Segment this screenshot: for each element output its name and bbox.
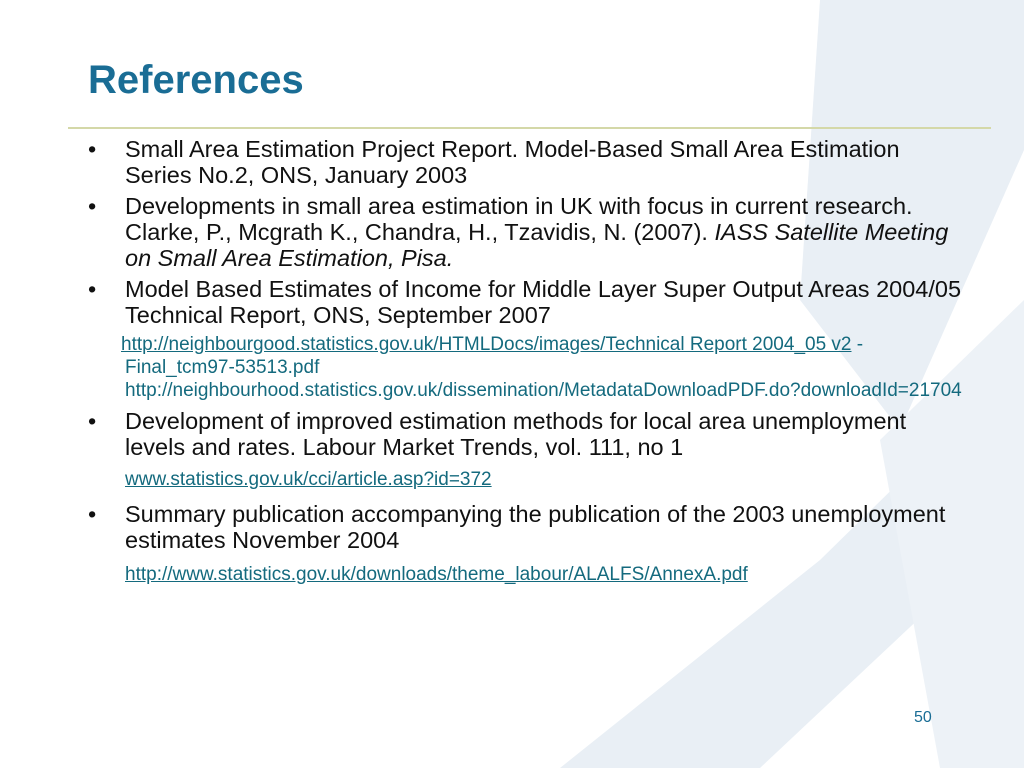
bullet-marker: • — [88, 276, 97, 302]
reference-links-summary — [88, 563, 968, 586]
page-title: References — [88, 58, 304, 102]
reference-text: Developments in small area estimation in UK with focus in current research. Clarke, P., Mcgrath K., Chandra, H., Tzavidis, N. (2007). — [125, 193, 913, 245]
reference-italic-source: IASS Satellite Meeting on Small Area Estimation, Pisa. — [125, 219, 949, 271]
income-link-line — [121, 333, 968, 379]
income-technical-report-link[interactable]: http://neighbourgood.statistics.gov.uk/HTMLDocs/images/Technical Report 2004_05 v2 — [121, 334, 852, 355]
reference-item — [88, 408, 968, 460]
bullet-marker: • — [88, 136, 97, 162]
title-divider — [68, 127, 991, 129]
reference-links-unemployment — [88, 468, 968, 491]
income-metadata-link[interactable]: http://neighbourhood.statistics.gov.uk/dissemination/MetadataDownloadPDF.do?downloadId=21704 — [125, 380, 962, 401]
reference-item — [88, 501, 968, 553]
page-number: 50 — [914, 709, 932, 726]
summary-annex-link[interactable]: http://www.statistics.gov.uk/downloads/theme_labour/ALALFS/AnnexA.pdf — [125, 564, 748, 585]
bullet-marker: • — [88, 193, 97, 219]
references-list — [88, 136, 968, 592]
bullet-marker: • — [88, 408, 97, 434]
reference-text: Model Based Estimates of Income for Middle Layer Super Output Areas 2004/05 Technical Report, ONS, September 2007 — [125, 276, 962, 328]
reference-links-income — [88, 333, 968, 402]
reference-text: Small Area Estimation Project Report. Model-Based Small Area Estimation Series No.2, ONS, January 2003 — [125, 136, 900, 188]
income-link-suffix: - Final_tcm97-53513.pdf — [125, 334, 864, 378]
bullet-marker: • — [88, 501, 97, 527]
reference-text: Summary publication accompanying the publication of the 2003 unemployment estimates November 2004 — [125, 501, 946, 553]
reference-text: Development of improved estimation methods for local area unemployment levels and rates. Labour Market Trends, vol. 111, no 1 — [125, 408, 907, 460]
reference-item — [88, 276, 968, 328]
reference-item — [88, 193, 968, 271]
unemployment-article-link-text[interactable]: www.statistics.gov.uk/cci/article.asp?id=372 — [125, 469, 492, 490]
unemployment-article-link[interactable] — [125, 468, 968, 491]
reference-item — [88, 136, 968, 188]
